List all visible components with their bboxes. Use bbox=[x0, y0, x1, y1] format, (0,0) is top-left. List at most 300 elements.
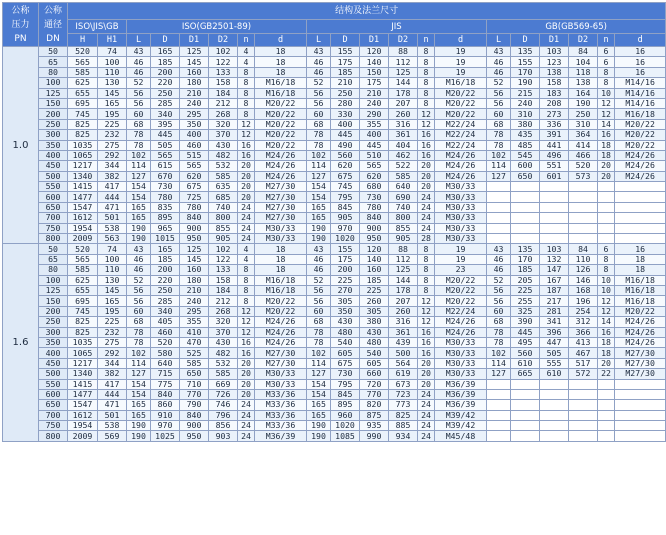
table-cell: 46 bbox=[487, 67, 511, 77]
table-cell: 165 bbox=[98, 296, 127, 306]
table-cell bbox=[511, 431, 540, 441]
table-cell: 572 bbox=[569, 369, 598, 379]
table-cell: 114 bbox=[487, 161, 511, 171]
table-cell: 780 bbox=[180, 202, 209, 212]
table-cell: 43 bbox=[487, 47, 511, 57]
table-cell: 565 bbox=[68, 254, 98, 264]
table-cell: 625 bbox=[68, 78, 98, 88]
table-cell: 20 bbox=[418, 379, 435, 389]
table-cell: 12 bbox=[238, 130, 255, 140]
table-cell: 260 bbox=[389, 306, 418, 316]
diameter-cell: 350 bbox=[39, 337, 68, 347]
table-cell: 1217 bbox=[68, 161, 98, 171]
table-cell: 600 bbox=[511, 161, 540, 171]
table-cell: 190 bbox=[127, 431, 151, 441]
table-cell: 8 bbox=[598, 265, 615, 275]
table-cell: 147 bbox=[540, 265, 569, 275]
table-cell: 8 bbox=[418, 265, 435, 275]
table-cell: 18 bbox=[615, 265, 666, 275]
table-row bbox=[3, 327, 666, 337]
table-cell: M24/26 bbox=[615, 337, 666, 347]
table-cell: 400 bbox=[331, 119, 360, 129]
table-cell: 144 bbox=[389, 275, 418, 285]
table-cell: 217 bbox=[540, 296, 569, 306]
table-cell: 495 bbox=[511, 337, 540, 347]
table-cell: 20 bbox=[238, 358, 255, 368]
table-cell: 370 bbox=[209, 327, 238, 337]
table-cell: 770 bbox=[360, 389, 389, 399]
table-cell: M20/22 bbox=[255, 109, 307, 119]
table-cell: M16/18 bbox=[615, 109, 666, 119]
table-cell: 220 bbox=[151, 78, 180, 88]
table-cell: 212 bbox=[209, 296, 238, 306]
col-header-iso-d2: D2 bbox=[209, 34, 238, 47]
table-cell: 46 bbox=[487, 265, 511, 275]
diameter-cell: 700 bbox=[39, 410, 68, 420]
table-cell: 165 bbox=[151, 244, 180, 254]
table-cell: 280 bbox=[331, 98, 360, 108]
table-cell: M24/26 bbox=[435, 161, 487, 171]
table-cell: 145 bbox=[180, 57, 209, 67]
table-cell: 1015 bbox=[151, 234, 180, 244]
table-cell: 60 bbox=[487, 109, 511, 119]
table-cell bbox=[540, 400, 569, 410]
table-cell: 102 bbox=[487, 150, 511, 160]
table-cell: 505 bbox=[151, 140, 180, 150]
table-cell: 56 bbox=[307, 296, 331, 306]
table-cell: 585 bbox=[209, 369, 238, 379]
col-header-gb-d: D bbox=[511, 34, 540, 47]
table-cell: M30/33 bbox=[435, 223, 487, 233]
group-title-header: 结构及法兰尺寸 bbox=[68, 3, 666, 20]
table-cell: 135 bbox=[511, 47, 540, 57]
table-cell: 640 bbox=[151, 358, 180, 368]
table-row bbox=[3, 306, 666, 316]
table-cell: 68 bbox=[127, 119, 151, 129]
table-cell: 260 bbox=[389, 109, 418, 119]
table-cell: 102 bbox=[307, 348, 331, 358]
table-cell: 165 bbox=[307, 410, 331, 420]
table-cell: 2009 bbox=[68, 431, 98, 441]
diameter-cell: 550 bbox=[39, 379, 68, 389]
table-cell: 120 bbox=[360, 244, 389, 254]
table-cell bbox=[569, 389, 598, 399]
table-cell: 417 bbox=[98, 379, 127, 389]
table-cell: 195 bbox=[98, 109, 127, 119]
table-cell: 154 bbox=[127, 182, 151, 192]
table-cell: 146 bbox=[569, 275, 598, 285]
table-cell: M20/22 bbox=[615, 119, 666, 129]
table-cell: 24 bbox=[238, 202, 255, 212]
table-cell: 730 bbox=[331, 369, 360, 379]
table-cell: 46 bbox=[127, 67, 151, 77]
table-cell: M24/26 bbox=[615, 171, 666, 181]
table-cell: 56 bbox=[127, 285, 151, 295]
table-cell: 122 bbox=[209, 57, 238, 67]
diameter-header-text: 公称 通径 DN bbox=[43, 5, 62, 44]
table-row bbox=[3, 337, 666, 347]
col-header-jis-d1: D1 bbox=[360, 34, 389, 47]
table-cell: M39/42 bbox=[435, 421, 487, 431]
table-cell: 20 bbox=[418, 369, 435, 379]
table-cell: 8 bbox=[238, 296, 255, 306]
table-cell: 350 bbox=[331, 306, 360, 316]
table-cell: 260 bbox=[360, 296, 389, 306]
table-cell: 20 bbox=[238, 171, 255, 181]
table-row bbox=[3, 379, 666, 389]
table-cell: 580 bbox=[151, 348, 180, 358]
table-cell bbox=[540, 431, 569, 441]
table-cell: 445 bbox=[511, 327, 540, 337]
table-row bbox=[3, 78, 666, 88]
table-cell: 46 bbox=[487, 254, 511, 264]
table-cell: 12 bbox=[598, 98, 615, 108]
table-cell: 320 bbox=[209, 119, 238, 129]
table-cell bbox=[615, 389, 666, 399]
table-cell: 1035 bbox=[68, 337, 98, 347]
table-cell: 20 bbox=[418, 161, 435, 171]
table-cell: 10 bbox=[598, 275, 615, 285]
table-cell: 685 bbox=[209, 192, 238, 202]
table-cell: M30/33 bbox=[255, 234, 307, 244]
table-cell: 112 bbox=[389, 57, 418, 67]
subgroup-gb-header: GB(GB569-65) bbox=[487, 20, 666, 34]
table-cell: 305 bbox=[360, 306, 389, 316]
table-cell: 190 bbox=[127, 223, 151, 233]
table-cell: 341 bbox=[540, 317, 569, 327]
table-row bbox=[3, 431, 666, 441]
table-cell: 1547 bbox=[68, 400, 98, 410]
diameter-cell: 450 bbox=[39, 161, 68, 171]
table-cell: 84 bbox=[569, 47, 598, 57]
table-cell: 414 bbox=[569, 140, 598, 150]
table-cell: 74 bbox=[98, 47, 127, 57]
table-cell: 281 bbox=[540, 306, 569, 316]
table-cell bbox=[511, 400, 540, 410]
table-cell: 185 bbox=[151, 254, 180, 264]
table-cell: M14/16 bbox=[615, 98, 666, 108]
table-cell: 325 bbox=[511, 306, 540, 316]
table-cell: 950 bbox=[180, 234, 209, 244]
table-cell: 16 bbox=[598, 130, 615, 140]
table-cell: 470 bbox=[180, 337, 209, 347]
table-cell: 160 bbox=[180, 265, 209, 275]
table-cell: 23 bbox=[435, 265, 487, 275]
table-cell: 825 bbox=[68, 317, 98, 327]
table-cell: 585 bbox=[389, 171, 418, 181]
table-cell: M20/22 bbox=[435, 98, 487, 108]
table-cell: 132 bbox=[540, 254, 569, 264]
table-cell: 895 bbox=[331, 400, 360, 410]
table-cell: 250 bbox=[569, 109, 598, 119]
table-cell: 19 bbox=[435, 67, 487, 77]
table-cell: 210 bbox=[180, 88, 209, 98]
table-cell: 673 bbox=[389, 379, 418, 389]
table-cell: 225 bbox=[511, 285, 540, 295]
table-cell: 605 bbox=[331, 348, 360, 358]
table-cell: 196 bbox=[569, 296, 598, 306]
table-cell: 154 bbox=[307, 192, 331, 202]
table-cell: 650 bbox=[180, 369, 209, 379]
table-cell: 78 bbox=[127, 130, 151, 140]
table-cell: 178 bbox=[389, 285, 418, 295]
table-cell: M27/30 bbox=[615, 358, 666, 368]
table-cell: 669 bbox=[209, 379, 238, 389]
table-row bbox=[3, 358, 666, 368]
diameter-cell: 125 bbox=[39, 285, 68, 295]
table-cell: 447 bbox=[540, 337, 569, 347]
diameter-cell: 350 bbox=[39, 140, 68, 150]
table-cell: 855 bbox=[389, 223, 418, 233]
table-cell: 8 bbox=[238, 109, 255, 119]
table-cell: 720 bbox=[360, 379, 389, 389]
table-cell: 18 bbox=[255, 47, 307, 57]
table-cell: M33/36 bbox=[255, 410, 307, 420]
table-cell: 232 bbox=[98, 130, 127, 140]
table-cell: 250 bbox=[151, 88, 180, 98]
table-cell: 88 bbox=[389, 47, 418, 57]
table-cell bbox=[540, 389, 569, 399]
table-cell: 380 bbox=[360, 317, 389, 327]
table-cell: 480 bbox=[360, 337, 389, 347]
table-cell: 168 bbox=[569, 285, 598, 295]
table-cell: 104 bbox=[569, 57, 598, 67]
table-cell: 16 bbox=[598, 327, 615, 337]
table-row bbox=[3, 130, 666, 140]
table-cell: 84 bbox=[569, 244, 598, 254]
table-cell: 990 bbox=[360, 431, 389, 441]
table-cell: 16 bbox=[238, 337, 255, 347]
table-cell: M24/26 bbox=[435, 150, 487, 160]
table-cell: 240 bbox=[180, 98, 209, 108]
table-cell bbox=[615, 213, 666, 223]
table-cell bbox=[511, 410, 540, 420]
table-cell: 780 bbox=[151, 192, 180, 202]
table-row bbox=[3, 296, 666, 306]
table-cell: 400 bbox=[180, 130, 209, 140]
table-cell: 4 bbox=[238, 254, 255, 264]
table-cell: 680 bbox=[360, 182, 389, 192]
table-cell bbox=[598, 234, 615, 244]
table-cell: 538 bbox=[98, 223, 127, 233]
table-cell: 900 bbox=[180, 223, 209, 233]
table-cell: 856 bbox=[209, 421, 238, 431]
table-cell bbox=[511, 202, 540, 212]
table-cell: 24 bbox=[418, 202, 435, 212]
table-cell: 565 bbox=[360, 161, 389, 171]
table-cell: 935 bbox=[360, 421, 389, 431]
table-cell: 46 bbox=[127, 254, 151, 264]
table-cell: M30/33 bbox=[255, 379, 307, 389]
table-cell: 190 bbox=[569, 98, 598, 108]
table-cell: 510 bbox=[360, 150, 389, 160]
table-cell: 56 bbox=[307, 98, 331, 108]
table-cell: 12 bbox=[238, 119, 255, 129]
table-cell: 16 bbox=[418, 140, 435, 150]
table-cell: 183 bbox=[540, 88, 569, 98]
table-cell: M27/30 bbox=[615, 369, 666, 379]
diameter-cell: 500 bbox=[39, 171, 68, 181]
table-cell: 520 bbox=[151, 337, 180, 347]
table-cell: 12 bbox=[418, 119, 435, 129]
table-cell: 835 bbox=[151, 202, 180, 212]
table-cell: M16/18 bbox=[255, 78, 307, 88]
table-cell: M33/36 bbox=[255, 421, 307, 431]
table-cell: 517 bbox=[569, 358, 598, 368]
table-cell: 125 bbox=[180, 47, 209, 57]
col-header-jis-d: D bbox=[331, 34, 360, 47]
table-cell: 24 bbox=[418, 213, 435, 223]
table-cell: 1025 bbox=[151, 431, 180, 441]
table-cell: 855 bbox=[209, 223, 238, 233]
table-cell: 8 bbox=[418, 67, 435, 77]
col-header-jis-bolt-d: d bbox=[435, 34, 487, 47]
table-cell: 225 bbox=[360, 285, 389, 295]
pressure-cell: 1.6 bbox=[3, 244, 39, 441]
col-header-gb-l: L bbox=[487, 34, 511, 47]
table-row bbox=[3, 98, 666, 108]
table-cell: 965 bbox=[151, 223, 180, 233]
table-cell: 520 bbox=[68, 244, 98, 254]
table-cell: 520 bbox=[68, 47, 98, 57]
table-cell: 501 bbox=[98, 410, 127, 420]
table-cell: 100 bbox=[98, 254, 127, 264]
col-header-iso-l: L bbox=[127, 34, 151, 47]
table-cell: 22 bbox=[598, 369, 615, 379]
col-header-gb-n: n bbox=[598, 34, 615, 47]
table-cell bbox=[569, 431, 598, 441]
table-cell: 1020 bbox=[331, 234, 360, 244]
table-cell: 564 bbox=[389, 358, 418, 368]
table-cell: 78 bbox=[307, 130, 331, 140]
diameter-cell: 80 bbox=[39, 265, 68, 275]
table-cell: 175 bbox=[331, 57, 360, 67]
diameter-cell: 650 bbox=[39, 400, 68, 410]
table-cell: 154 bbox=[307, 182, 331, 192]
table-cell: 675 bbox=[331, 358, 360, 368]
table-cell: 515 bbox=[180, 150, 209, 160]
table-cell: M20/22 bbox=[435, 296, 487, 306]
table-cell: 730 bbox=[151, 182, 180, 192]
table-cell: 88 bbox=[389, 244, 418, 254]
table-cell: M16/18 bbox=[615, 285, 666, 295]
table-cell: M24/26 bbox=[435, 171, 487, 181]
table-cell: 8 bbox=[418, 275, 435, 285]
table-cell: 410 bbox=[180, 327, 209, 337]
table-cell: 1065 bbox=[68, 150, 98, 160]
table-cell: 800 bbox=[209, 213, 238, 223]
table-cell: 585 bbox=[68, 67, 98, 77]
flange-dimension-table bbox=[2, 2, 666, 442]
table-row bbox=[3, 254, 666, 264]
table-cell bbox=[615, 234, 666, 244]
table-cell: 8 bbox=[418, 57, 435, 67]
table-cell: 268 bbox=[209, 109, 238, 119]
table-cell: 605 bbox=[360, 358, 389, 368]
table-cell: 254 bbox=[569, 306, 598, 316]
table-cell bbox=[511, 213, 540, 223]
table-cell: 20 bbox=[238, 192, 255, 202]
table-cell: 482 bbox=[209, 348, 238, 358]
table-cell: 114 bbox=[127, 358, 151, 368]
table-cell: 16 bbox=[238, 150, 255, 160]
table-cell: 20 bbox=[598, 358, 615, 368]
table-cell: 18 bbox=[255, 67, 307, 77]
diameter-cell: 200 bbox=[39, 306, 68, 316]
table-cell: 165 bbox=[127, 202, 151, 212]
table-cell bbox=[487, 202, 511, 212]
table-cell: 934 bbox=[389, 431, 418, 441]
table-cell: 122 bbox=[209, 254, 238, 264]
table-cell: 1020 bbox=[331, 421, 360, 431]
table-cell: 439 bbox=[389, 337, 418, 347]
table-cell: 74 bbox=[98, 244, 127, 254]
table-cell bbox=[540, 213, 569, 223]
table-cell: 145 bbox=[98, 88, 127, 98]
table-cell: 20 bbox=[238, 379, 255, 389]
table-row bbox=[3, 182, 666, 192]
table-cell: 538 bbox=[98, 421, 127, 431]
table-cell: 545 bbox=[511, 150, 540, 160]
table-cell: 20 bbox=[418, 182, 435, 192]
table-cell: M30/33 bbox=[435, 234, 487, 244]
table-cell: M16/18 bbox=[615, 296, 666, 306]
table-cell: 127 bbox=[127, 369, 151, 379]
table-cell: 305 bbox=[331, 296, 360, 306]
col-header-iso-d1: D1 bbox=[180, 34, 209, 47]
table-cell: 1954 bbox=[68, 421, 98, 431]
table-cell: 16 bbox=[418, 348, 435, 358]
table-cell: M24/26 bbox=[255, 171, 307, 181]
table-cell: 60 bbox=[307, 109, 331, 119]
table-cell: 170 bbox=[511, 254, 540, 264]
table-cell: 56 bbox=[307, 88, 331, 98]
table-cell: 14 bbox=[598, 119, 615, 129]
table-row bbox=[3, 317, 666, 327]
table-cell: 505 bbox=[540, 348, 569, 358]
table-row bbox=[3, 57, 666, 67]
table-cell bbox=[615, 182, 666, 192]
table-cell: 138 bbox=[569, 78, 598, 88]
table-cell: 56 bbox=[127, 88, 151, 98]
table-cell: 52 bbox=[487, 78, 511, 88]
table-cell: 565 bbox=[68, 57, 98, 67]
table-cell bbox=[540, 379, 569, 389]
table-cell: 400 bbox=[360, 130, 389, 140]
table-cell: 905 bbox=[389, 234, 418, 244]
table-cell: 480 bbox=[331, 327, 360, 337]
table-cell: 382 bbox=[98, 369, 127, 379]
table-cell: 800 bbox=[389, 213, 418, 223]
table-cell: 445 bbox=[360, 140, 389, 150]
table-cell: 56 bbox=[487, 98, 511, 108]
table-cell: 103 bbox=[540, 244, 569, 254]
table-cell: 905 bbox=[209, 234, 238, 244]
table-cell: 24 bbox=[238, 410, 255, 420]
table-cell: 133 bbox=[209, 265, 238, 275]
table-cell: 60 bbox=[307, 306, 331, 316]
table-cell bbox=[615, 400, 666, 410]
subgroup-iso-header: ISO(GB2501-89) bbox=[127, 20, 307, 34]
table-cell bbox=[615, 379, 666, 389]
col-header-iso-d: D bbox=[151, 34, 180, 47]
table-cell: 619 bbox=[389, 369, 418, 379]
table-cell: 16 bbox=[418, 130, 435, 140]
table-cell: M27/30 bbox=[255, 213, 307, 223]
table-cell: M24/26 bbox=[615, 327, 666, 337]
table-cell: 295 bbox=[180, 109, 209, 119]
table-cell: 723 bbox=[389, 389, 418, 399]
